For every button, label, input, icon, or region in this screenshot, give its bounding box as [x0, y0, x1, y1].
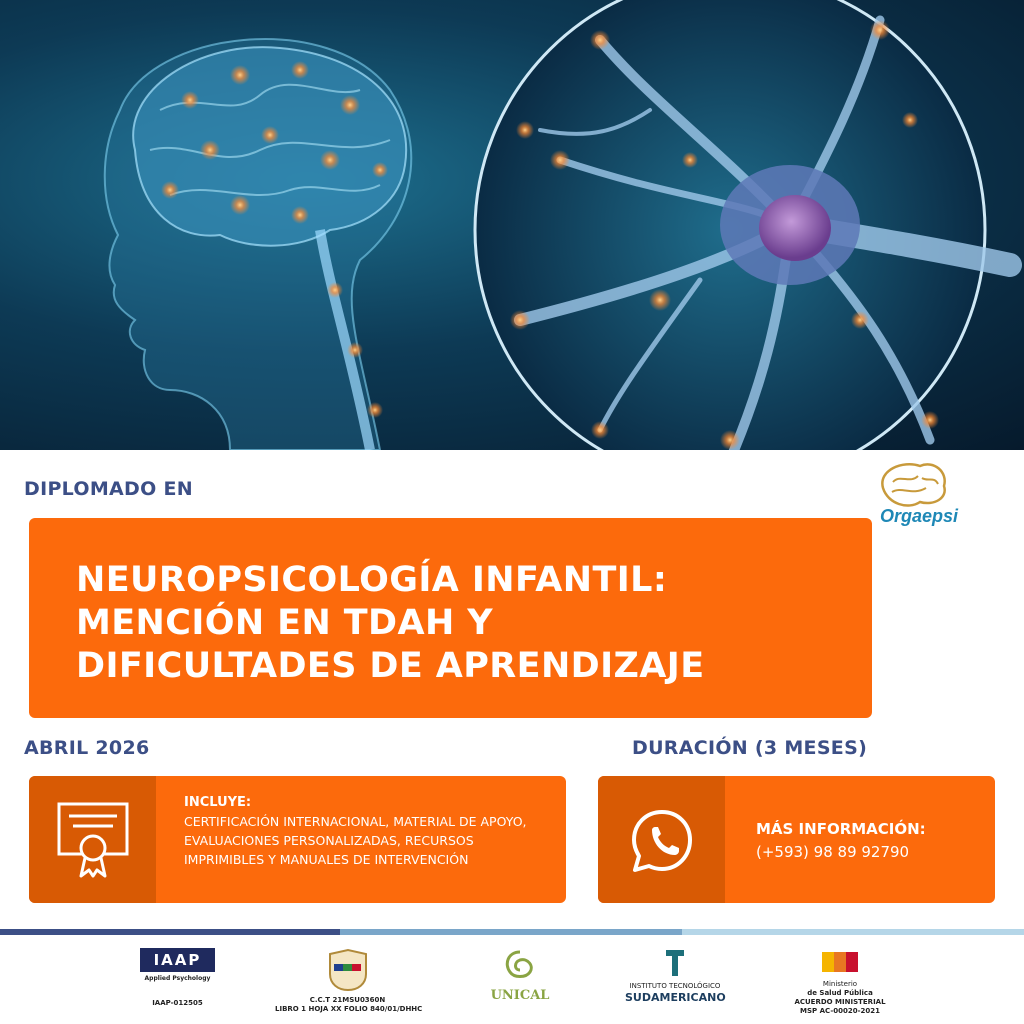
- includes-icon-zone: [29, 776, 156, 903]
- hero-neuron-image: [0, 0, 1024, 450]
- unical-logo-icon: [498, 948, 542, 984]
- pre-title: DIPLOMADO EN: [24, 478, 193, 500]
- brain-neuron-illustration: [0, 0, 1024, 450]
- msp-logo-icon: [820, 948, 860, 976]
- title-line-2: MENCIÓN EN TDAH Y: [76, 603, 493, 643]
- msp-line-3: ACUERDO MINISTERIAL: [794, 998, 886, 1006]
- title-line-3: DIFICULTADES DE APRENDIZAJE: [76, 646, 705, 686]
- cct-line-1: C.C.T 21MSU0360N: [309, 996, 386, 1004]
- partner-iaap: [140, 948, 215, 1008]
- info-card[interactable]: [598, 776, 995, 903]
- msp-line-4: MSP AC-00020-2021: [800, 1007, 880, 1015]
- footer-stripe-1: [0, 929, 340, 935]
- instituto-logo-icon: [660, 948, 690, 978]
- footer-stripe-3: [682, 929, 1024, 935]
- msp-line-2: de Salud Pública: [807, 989, 873, 997]
- certificate-icon: [55, 800, 131, 880]
- partner-cct: [275, 948, 423, 1014]
- unical-name: UNICAL: [490, 988, 550, 1003]
- iaap-logo-text: IAAP: [140, 948, 215, 972]
- includes-heading: INCLUYE:: [184, 795, 252, 810]
- partner-instituto: [625, 948, 725, 1004]
- title-line-1: NEUROPSICOLOGÍA INFANTIL:: [76, 560, 668, 600]
- info-heading: MÁS INFORMACIÓN:: [756, 820, 926, 838]
- cct-line-2: LIBRO 1 HOJA XX FOLIO 840/01/DHHC: [275, 1005, 423, 1013]
- whatsapp-icon[interactable]: [624, 800, 700, 880]
- partner-msp: [790, 948, 890, 1016]
- msp-line-1: Ministerio: [822, 980, 858, 988]
- orgaepsi-logo-text: Orgaepsi: [880, 506, 959, 526]
- duration-label: DURACIÓN (3 MESES): [632, 737, 868, 759]
- iaap-code: IAAP-012505: [152, 999, 203, 1007]
- instituto-line-1: INSTITUTO TECNOLÓGICO: [629, 982, 721, 990]
- partner-unical: [485, 948, 555, 1003]
- start-date: ABRIL 2026: [24, 737, 150, 759]
- includes-text: CERTIFICACIÓN INTERNACIONAL, MATERIAL DE APOYO, EVALUACIONES PERSONALIZADAS, RECURSOS IMPRIMIBLES Y MANUALES DE INTERVENCIÓN: [184, 814, 527, 867]
- iaap-caption: Applied Psychology: [144, 975, 211, 982]
- whatsapp-icon-zone: [598, 776, 725, 903]
- footer-stripe-2: [340, 929, 682, 935]
- phone-number[interactable]: (+593) 98 89 92790: [756, 843, 910, 861]
- instituto-line-2: SUDAMERICANO: [625, 991, 726, 1004]
- cct-shield-icon: [320, 948, 376, 992]
